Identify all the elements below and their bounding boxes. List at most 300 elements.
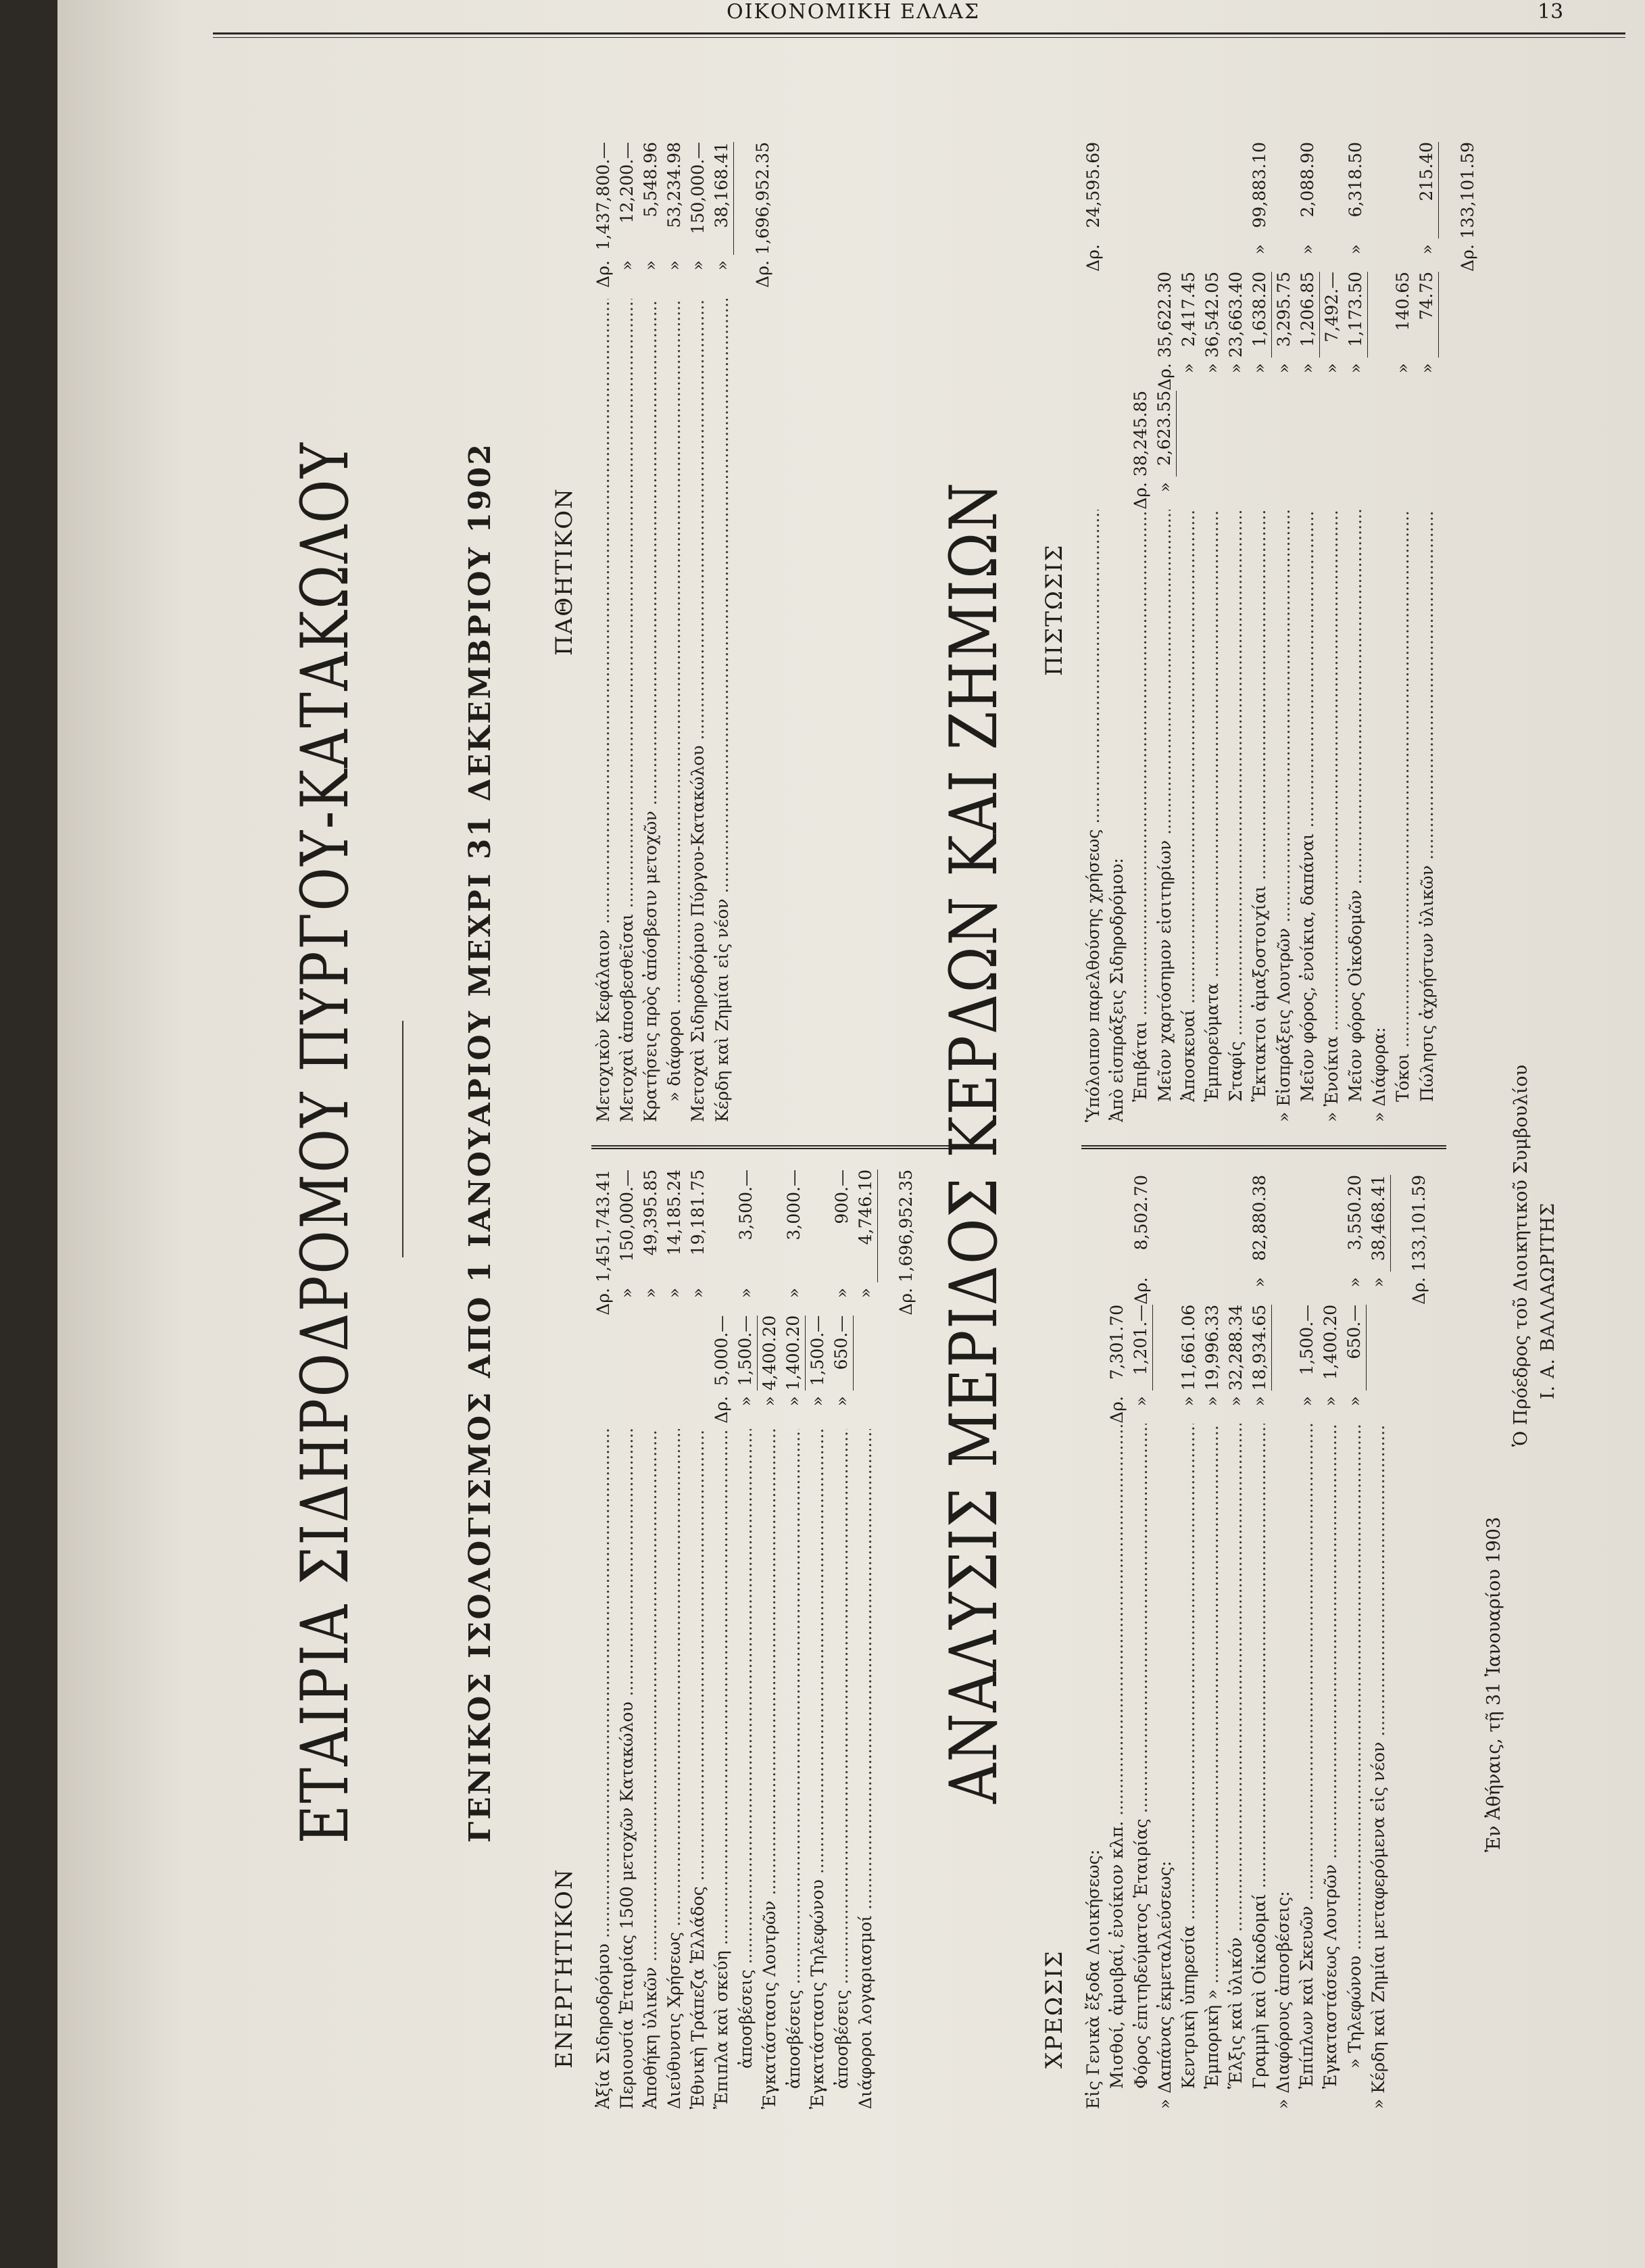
amount: 1,500.— xyxy=(1297,1304,1317,1376)
total-row xyxy=(1390,1169,1431,2109)
ledger-row xyxy=(1177,1169,1200,2109)
currency-mark: » xyxy=(1225,363,1246,374)
row-label xyxy=(1153,1424,1177,2109)
currency-mark xyxy=(1177,1169,1200,1175)
row-label-text: Περιουσία Ἑταιρίας 1500 μετοχῶν Κατακώλου ..... xyxy=(617,1429,637,2109)
currency-mark xyxy=(591,288,615,293)
row-label-text: Σταφίς ..... xyxy=(1226,510,1246,1102)
amount: 1,451,743.41 xyxy=(593,1169,613,1282)
running-title: ΟΙΚΟΝΟΜΙΚΗ ΕΛΛΑΣ xyxy=(727,0,981,24)
currency-mark xyxy=(710,1282,733,1316)
amount xyxy=(1271,391,1296,477)
currency-mark xyxy=(1367,239,1391,272)
balance-divider xyxy=(591,1145,970,1149)
amount xyxy=(1367,142,1391,239)
empty-cell xyxy=(1390,1391,1431,1424)
currency-mark: Δρ. xyxy=(593,260,613,288)
amount xyxy=(1271,1175,1295,1272)
currency-mark xyxy=(1296,477,1320,510)
currency-mark xyxy=(1415,477,1439,510)
currency-mark: » xyxy=(1250,244,1269,255)
ledger-row xyxy=(615,1169,639,2109)
ledger-row xyxy=(1200,142,1224,1122)
ledger-row xyxy=(1271,1169,1295,2109)
amount: 4,400.20 xyxy=(760,1315,779,1391)
currency-mark xyxy=(1152,239,1177,272)
amount: 140.65 xyxy=(1393,271,1413,331)
row-label xyxy=(1319,510,1344,1122)
row-label xyxy=(1129,1424,1153,2109)
row-label xyxy=(710,299,734,1122)
row-label-text: Εἰς Γενικὰ ἔξοδα Διοικήσεως: xyxy=(1083,1849,1103,2109)
currency-mark xyxy=(781,1424,806,1429)
currency-mark xyxy=(591,1391,615,1424)
currency-mark: » xyxy=(831,1396,852,1407)
total-amount: 1,696,952.35 xyxy=(877,1169,918,1282)
signature-role: Ὁ Πρόεδρος τοῦ Διοικητικοῦ Συμβουλίου xyxy=(1511,1064,1531,1447)
amount xyxy=(1153,1305,1177,1391)
amount xyxy=(1129,272,1152,358)
currency-mark xyxy=(591,1424,615,1429)
amount: 2,417.45 xyxy=(1178,271,1198,347)
currency-mark xyxy=(1319,239,1344,272)
header-rule-thin xyxy=(213,37,1625,38)
currency-mark xyxy=(686,288,710,293)
empty-cell xyxy=(877,1316,918,1391)
row-label xyxy=(1296,510,1320,1122)
row-label-text: Μετοχαὶ Σιδηροδρόμου Πύργου-Κατακώλου ..... xyxy=(688,299,708,1122)
row-label xyxy=(733,1429,758,2109)
ledger-row xyxy=(591,142,615,1122)
amount: 5,000.— xyxy=(712,1315,731,1386)
amount: 18,934.65 xyxy=(1248,1305,1272,1391)
row-label-text: » Διαφόρους ἀποσβέσεις: xyxy=(1273,1891,1293,2109)
amount xyxy=(1200,391,1224,477)
currency-mark xyxy=(710,293,734,299)
amount xyxy=(1129,142,1152,239)
currency-mark: Δρ. xyxy=(712,1396,731,1424)
row-label xyxy=(1295,1424,1319,2109)
amount: 14,185.24 xyxy=(664,1169,684,1256)
currency-mark xyxy=(1367,358,1391,391)
amount xyxy=(1105,272,1129,358)
amount xyxy=(1367,391,1391,477)
ledger-row xyxy=(1342,1169,1367,2109)
assets-heading: ΕΝΕΡΓΗΤΙΚΟΝ xyxy=(551,1868,578,2069)
total-spacer xyxy=(734,299,775,1122)
currency-mark xyxy=(1271,477,1296,510)
amount xyxy=(1391,391,1415,477)
amount: 1,173.50 xyxy=(1344,272,1368,358)
row-label xyxy=(1342,1424,1367,2109)
ledger-row xyxy=(1200,1169,1224,2109)
row-label-text: » Διάφορα: xyxy=(1369,1027,1389,1122)
currency-mark: Δρ. xyxy=(1131,1277,1151,1305)
total-row xyxy=(734,142,775,1122)
ledger-row xyxy=(1152,142,1177,1122)
currency-mark: » xyxy=(1369,1277,1388,1288)
ledger-row xyxy=(1248,142,1272,1122)
ledger-row xyxy=(1344,142,1368,1122)
total-currency: Δρ. xyxy=(1457,244,1477,272)
currency-mark xyxy=(1391,239,1415,272)
amount xyxy=(710,1169,733,1282)
amount: 1,400.20 xyxy=(781,1316,806,1391)
row-label xyxy=(1344,510,1368,1122)
row-label xyxy=(1129,510,1152,1122)
currency-mark xyxy=(686,1424,710,1429)
empty-cell xyxy=(1439,272,1479,358)
total-currency: Δρ. xyxy=(1409,1277,1429,1305)
amount: 3,500.— xyxy=(735,1169,756,1240)
amount xyxy=(1105,142,1129,239)
currency-mark xyxy=(1391,477,1415,510)
ledger-row xyxy=(1129,1169,1153,2109)
amount: 650.— xyxy=(1342,1305,1367,1391)
currency-mark xyxy=(1224,1272,1248,1305)
page-number: 13 xyxy=(1538,0,1564,24)
currency-mark xyxy=(1271,239,1296,272)
currency-mark: » xyxy=(1131,1396,1151,1407)
currency-mark: » xyxy=(1154,482,1175,493)
ledger-row xyxy=(1153,1169,1177,2109)
signature-date: Ἐν Ἀθήναις, τῇ 31 Ἰανουαρίου 1903 xyxy=(1483,1516,1504,1852)
row-label-text: Κεντρικὴ ὑπηρεσία ..... xyxy=(1179,1424,1198,2089)
ledger-row xyxy=(1391,142,1415,1122)
amount xyxy=(1200,1175,1224,1272)
amount xyxy=(1153,1175,1177,1272)
currency-mark xyxy=(1153,1272,1177,1305)
currency-mark xyxy=(1295,1272,1319,1305)
row-label xyxy=(1271,510,1296,1122)
currency-mark: » xyxy=(1225,1396,1246,1407)
ledger-row xyxy=(1081,1169,1105,2109)
row-label xyxy=(662,299,686,1122)
currency-mark: » xyxy=(1344,1277,1365,1288)
currency-mark xyxy=(1177,477,1200,510)
amount: 3,550.20 xyxy=(1344,1175,1365,1251)
debit-heading: ΧΡΕΩΣΙΣ xyxy=(1041,1950,1068,2069)
currency-mark xyxy=(1342,1169,1367,1175)
row-label-text: ἀποσβέσεις ..... xyxy=(832,1429,852,2089)
amount: 6,318.50 xyxy=(1346,142,1365,218)
row-label-text: Διεύθυνσις Χρήσεως ..... xyxy=(664,1429,684,2109)
currency-mark xyxy=(710,1424,733,1429)
row-label xyxy=(1177,510,1200,1122)
currency-mark: » xyxy=(760,1396,779,1407)
amount xyxy=(1344,391,1368,477)
amount: 19,181.75 xyxy=(688,1169,708,1256)
currency-mark xyxy=(1367,477,1391,510)
amount: 1,500.— xyxy=(733,1316,758,1391)
row-label xyxy=(1391,510,1415,1122)
currency-mark xyxy=(806,1424,830,1429)
row-label xyxy=(1152,510,1177,1122)
currency-mark xyxy=(615,293,639,299)
ledger-row xyxy=(1367,1169,1391,2109)
amount xyxy=(1367,1305,1391,1391)
amount xyxy=(1296,391,1320,477)
credit-heading: ΠΙΣΤΩΣΙΣ xyxy=(1041,544,1068,676)
amount: 1,400.20 xyxy=(1321,1304,1340,1380)
row-label-text: Μισθοί, ἀμοιβαί, ἐνοίκιον κλπ. ..... xyxy=(1107,1424,1127,2089)
currency-mark xyxy=(1105,1169,1129,1175)
amount xyxy=(758,1169,782,1282)
row-label-text: Ἀξία Σιδηροδρόμου ..... xyxy=(593,1429,613,2109)
ledger-row xyxy=(639,1169,662,2109)
row-label-text: Ἐπίπλων καὶ Σκευῶν ..... xyxy=(1297,1424,1317,2089)
ledger-row xyxy=(686,1169,710,2109)
row-label xyxy=(1248,1424,1272,2109)
amount: 74.75 xyxy=(1415,272,1439,358)
pl-title: ΑΝΑΛΥΣΙΣ ΜΕΡΙΔΟΣ ΚΕΡΔΩΝ ΚΑΙ ΖΗΜΙΩΝ xyxy=(936,481,1012,1804)
ledger-row xyxy=(781,1169,806,2109)
empty-cell xyxy=(734,288,775,293)
currency-mark: » xyxy=(1202,1396,1222,1407)
currency-mark: Δρ. xyxy=(593,1288,613,1316)
currency-mark xyxy=(806,1282,830,1316)
amount: 38,245.85 xyxy=(1131,390,1150,477)
total-spacer xyxy=(1390,1424,1431,2109)
pl-divider xyxy=(1081,1145,1446,1149)
row-label-text: Ἐθνικὴ Τράπεζα Ἑλλάδος ..... xyxy=(688,1429,708,2109)
ledger-row xyxy=(1177,142,1200,1122)
amount: 1,638.20 xyxy=(1248,272,1272,358)
ledger-row xyxy=(591,1169,615,2109)
amount xyxy=(1319,391,1344,477)
currency-mark: » xyxy=(1298,363,1317,374)
amount xyxy=(1152,142,1177,239)
amount: 24,595.69 xyxy=(1083,142,1103,228)
currency-mark xyxy=(639,293,662,299)
amount: 49,395.85 xyxy=(641,1169,660,1256)
currency-mark xyxy=(1129,239,1152,272)
amount xyxy=(1105,1175,1129,1272)
ledger-row xyxy=(1319,142,1344,1122)
amount xyxy=(806,1169,830,1282)
row-label-text: » Τηλεφώνου ..... xyxy=(1345,1424,1365,2069)
currency-mark xyxy=(615,1424,639,1429)
currency-mark: » xyxy=(1393,363,1413,374)
currency-mark xyxy=(662,288,686,293)
currency-mark xyxy=(1295,1169,1319,1175)
currency-mark xyxy=(758,1424,782,1429)
liabilities-table xyxy=(591,142,775,1122)
row-label-text: Ἐγκαταστάσεως Λουτρῶν ..... xyxy=(1321,1424,1340,2089)
amount xyxy=(615,1316,639,1391)
total-spacer xyxy=(1439,510,1479,1122)
currency-mark xyxy=(662,1391,686,1424)
row-label xyxy=(639,1429,662,2109)
row-label-text: Ἐγκατάστασις Λουτρῶν ..... xyxy=(760,1429,779,2109)
row-label xyxy=(686,1429,710,2109)
row-label-text: Μετοχικὸν Κεφάλαιον ..... xyxy=(593,299,613,1122)
row-label xyxy=(1105,1424,1129,2109)
amount xyxy=(1224,391,1248,477)
currency-mark xyxy=(686,1391,710,1424)
currency-mark xyxy=(1153,1169,1177,1175)
amount xyxy=(591,1316,615,1391)
total-row xyxy=(877,1169,918,2109)
currency-mark: Δρ. xyxy=(1083,244,1103,272)
ledger-row xyxy=(710,142,734,1122)
row-label-text: Ἐμπορεύματα ..... xyxy=(1202,510,1222,1102)
currency-mark xyxy=(1319,1272,1342,1305)
currency-mark xyxy=(615,288,639,293)
row-label xyxy=(1319,1424,1342,2109)
amount: 7,301.70 xyxy=(1107,1304,1127,1380)
currency-mark: » xyxy=(1297,1396,1317,1407)
amount: 82,880.38 xyxy=(1250,1175,1269,1261)
amount xyxy=(1200,142,1224,239)
row-label xyxy=(829,1429,854,2109)
amount: 3,000.— xyxy=(783,1169,804,1240)
currency-mark: » xyxy=(735,1396,756,1407)
ledger-row xyxy=(829,1169,854,2109)
currency-mark xyxy=(1367,1391,1391,1424)
amount: 4,746.10 xyxy=(855,1169,875,1245)
currency-mark: » xyxy=(1250,363,1269,374)
total-amount: 1,696,952.35 xyxy=(734,142,775,255)
currency-mark: » xyxy=(1178,1396,1198,1407)
amount: 150,000.— xyxy=(617,1169,637,1262)
credit-table xyxy=(1081,142,1479,1122)
currency-mark xyxy=(1248,1169,1272,1175)
currency-mark xyxy=(1105,239,1129,272)
amount xyxy=(854,1316,878,1391)
currency-mark xyxy=(686,293,710,299)
amount xyxy=(1081,1175,1105,1272)
liabilities-heading: ΠΑΘΗΤΙΚΟΝ xyxy=(551,487,578,656)
empty-cell xyxy=(1439,358,1479,391)
amount xyxy=(1367,272,1391,358)
row-label-text: Ὑπόλοιπον παρελθούσης χρήσεως ..... xyxy=(1083,510,1103,1122)
currency-mark xyxy=(1105,1272,1129,1305)
row-label-text: Ἐπιβάται ..... xyxy=(1131,510,1150,1102)
amount: 2,088.90 xyxy=(1298,142,1317,218)
currency-mark: » xyxy=(1417,244,1437,255)
currency-mark: » xyxy=(1250,1396,1269,1407)
ledger-row xyxy=(686,142,710,1122)
amount: 53,234.98 xyxy=(664,142,684,228)
row-label-text: » Δαπάνας ἐκμεταλλεύσεως: xyxy=(1154,1860,1175,2109)
currency-mark: » xyxy=(735,1288,756,1299)
currency-mark: » xyxy=(1202,363,1222,374)
amount: 150,000.— xyxy=(688,142,708,235)
amount: 23,663.40 xyxy=(1225,271,1246,358)
row-label xyxy=(662,1429,686,2109)
empty-cell xyxy=(877,1391,918,1424)
currency-mark: » xyxy=(617,1288,637,1299)
row-label-text: » Εἰσπράξεις Λουτρῶν ..... xyxy=(1274,510,1294,1122)
row-label xyxy=(1415,510,1439,1122)
ledger-row xyxy=(1415,142,1439,1122)
currency-mark xyxy=(662,1424,686,1429)
row-label xyxy=(758,1429,782,2109)
amount xyxy=(1271,142,1296,239)
ledger-row xyxy=(1224,142,1248,1122)
currency-mark xyxy=(615,1391,639,1424)
currency-mark xyxy=(854,1424,878,1429)
row-label-text: Τόκοι ..... xyxy=(1393,510,1413,1102)
currency-mark xyxy=(710,288,734,293)
currency-mark: Δρ. xyxy=(1131,482,1150,510)
amount xyxy=(1319,142,1344,239)
amount xyxy=(1248,391,1272,477)
amount: 11,661.06 xyxy=(1178,1304,1198,1391)
row-label-text: Μεῖον χαρτόσημον εἰσιτηρίων ..... xyxy=(1155,510,1175,1102)
currency-mark xyxy=(1319,477,1344,510)
debit-table xyxy=(1081,1169,1431,2109)
amount: 1,201.— xyxy=(1129,1305,1153,1391)
row-label xyxy=(1105,510,1129,1122)
ledger-row xyxy=(733,1169,758,2109)
currency-mark: » xyxy=(1417,363,1437,374)
currency-mark: » xyxy=(1346,244,1365,255)
row-label xyxy=(1224,510,1248,1122)
currency-mark xyxy=(854,1391,878,1424)
amount xyxy=(1295,1175,1319,1272)
row-label-text: Μεῖον φόρος, ἐνοίκια, δαπάναι ..... xyxy=(1298,510,1317,1102)
amount xyxy=(1391,142,1415,239)
currency-mark: » xyxy=(1321,1396,1340,1407)
currency-mark: » xyxy=(783,1396,804,1407)
ledger-row xyxy=(1271,142,1296,1122)
amount: 19,996.33 xyxy=(1202,1304,1222,1391)
currency-mark xyxy=(1271,1272,1295,1305)
currency-mark xyxy=(1177,239,1200,272)
row-label-text: Ἀποθήκη ὑλικῶν ..... xyxy=(641,1429,660,2109)
amount xyxy=(1224,142,1248,239)
currency-mark: » xyxy=(1273,363,1294,374)
currency-mark xyxy=(1344,477,1368,510)
row-label-text: » Ἐνοίκια ..... xyxy=(1322,510,1342,1122)
row-label xyxy=(1200,510,1224,1122)
ledger-row xyxy=(662,1169,686,2109)
amount xyxy=(1177,1175,1200,1272)
row-label xyxy=(1177,1424,1200,2109)
currency-mark: » xyxy=(641,260,660,271)
currency-mark xyxy=(1081,1272,1105,1305)
row-label xyxy=(806,1429,830,2109)
currency-mark xyxy=(1319,1169,1342,1175)
row-label xyxy=(1081,510,1105,1122)
row-label-text: Μεῖον φόρος Οἰκοδομῶν ..... xyxy=(1346,510,1365,1102)
row-label-text: Ἔπιπλα καὶ σκεύη ..... xyxy=(712,1429,731,2109)
ledger-row xyxy=(1295,1169,1319,2109)
company-title: ΕΤΑΙΡΙΑ ΣΙΔΗΡΟΔΡΟΜΟΥ ΠΥΡΓΟΥ-ΚΑΤΑΚΩΛΟΥ xyxy=(287,441,363,1844)
row-label-text: Ἐγκατάστασις Τηλεφώνου ..... xyxy=(808,1429,827,2109)
currency-mark xyxy=(1200,1272,1224,1305)
row-label xyxy=(1367,1424,1391,2109)
currency-mark xyxy=(1081,1169,1105,1175)
currency-mark: Δρ. xyxy=(1107,1396,1127,1424)
currency-mark: » xyxy=(831,1288,852,1299)
currency-mark: » xyxy=(856,1288,875,1299)
row-label xyxy=(781,1429,806,2109)
row-label xyxy=(591,299,615,1122)
ledger-row xyxy=(1081,142,1105,1122)
row-label-text: ἀποσβέσεις ..... xyxy=(736,1429,756,2069)
currency-mark xyxy=(1129,358,1152,391)
row-label xyxy=(854,1429,878,2109)
currency-mark xyxy=(1153,1391,1177,1424)
row-label-text: Φόρος ἐπιτηδεύματος Ἑταιρίας ..... xyxy=(1131,1424,1151,2089)
ledger-row xyxy=(710,1169,733,2109)
currency-mark xyxy=(662,293,686,299)
amount xyxy=(1415,391,1439,477)
title-rule xyxy=(402,1021,403,1257)
